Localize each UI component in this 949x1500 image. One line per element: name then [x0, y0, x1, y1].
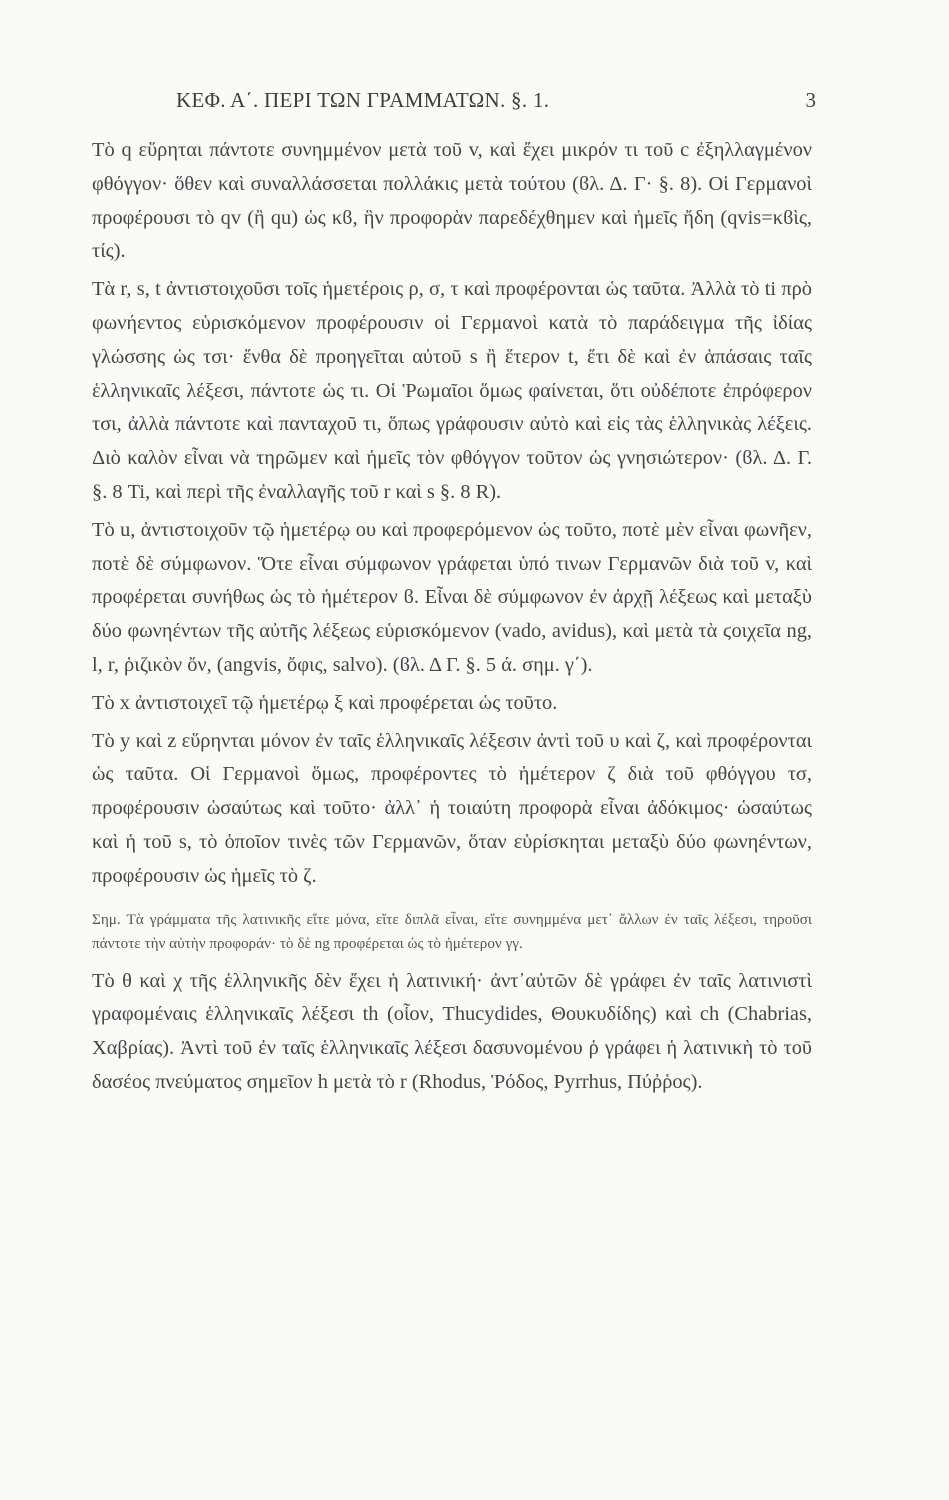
chapter-title: ΚΕΦ. Α΄. ΠΕΡΙ ΤΩΝ ΓΡΑΜΜΑΤΩΝ. §. 1.	[176, 88, 550, 112]
page-number: 3	[805, 88, 816, 112]
paragraph-u: Τὸ u, ἀντιστοιχοῦν τῷ ἡμετέρῳ ου καὶ προφερόμενον ὡς τοῦτο, ποτὲ μὲν εἶναι φωνῆεν, ποτὲ δὲ σύμφωνον. Ὅτε εἶναι σύμφωνον γράφεται ὑπό τινων Γερμανῶν διὰ τοῦ v, καὶ προφέρεται συνήθως ὡς τὸ ἡμέτερον ϐ. Εἶναι δὲ σύμφωνον ἐν ἀρχῇ λέξεως καὶ μεταξὺ δύο φωνηέντων τῆς αὐτῆς λέξεως εὑρισκόμενον (vado, avidus), καὶ μετὰ τὰ ϛοιχεῖα ng, l, r, ῥιζικὸν ὄν, (angvis, ὄφις, salvo). (ϐλ. Δ Γ. §. 5 ά. σημ. γ΄).	[92, 518, 812, 676]
running-header	[176, 88, 816, 118]
paragraph-y-z: Τὸ y καὶ z εὕρηνται μόνον ἐν ταῖς ἑλληνικαῖς λέξεσιν ἀντὶ τοῦ υ καὶ ζ, καὶ προφέρονται ὡς ταῦτα. Οἱ Γερμανοὶ ὅμως, προφέροντες τὸ ἡμέτερον ζ διὰ τοῦ φθόγγου τσ, προφέρουσιν ὡσαύτως καὶ τοῦτο· ἀλλ᾽ ἡ τοιαύτη προφορὰ εἶναι ἀδόκιμος· ὡσαύτως καὶ ἡ τοῦ s, τὸ ὁποῖον τινὲς τῶν Γερμανῶν, ὅταν εὑρίσκηται μεταξὺ δύο φωνηέντων, προφέρουσιν ὡς ἡμεῖς τὸ ζ.	[92, 729, 812, 887]
footnote: Σημ. Τὰ γράμματα τῆς λατινικῆς εἴτε μόνα, εἴτε διπλᾶ εἶναι, εἴτε συνημμένα μετ᾽ ἄλλων ἐν ταῖς λέξεσι, τηροῦσι πάντοτε τὴν αὐτὴν προφοράν· τὸ δὲ ng προφέρεται ὡς τὸ ἡμέτερον γγ.	[92, 910, 812, 953]
paragraph-theta-chi: Τὸ θ καὶ χ τῆς ἑλληνικῆς δὲν ἔχει ἡ λατινική· ἀντ᾽αὐτῶν δὲ γράφει ἐν ταῖς λατινιστὶ γραφομέναις ἑλληνικαῖς λέξεσι th (οἷον, Thucydides, Θουκυδίδης) καὶ ch (Chabrias, Χαβρίας). Ἀντὶ τοῦ ἐν ταῖς ἑλληνικαῖς λέξεσι δασυνομένου ῥ γράφει ἡ λατινικὴ τὸ τοῦ δασέος πνεύματος σημεῖον h μετὰ τὸ r (Rhodus, Ῥόδος, Pyrrhus, Πύῤῥος).	[92, 969, 812, 1093]
paragraph-x: Τὸ x ἀντιστοιχεῖ τῷ ἡμετέρῳ ξ καὶ προφέρεται ὡς τοῦτο.	[92, 691, 558, 714]
paragraph-r-s-t: Τὰ r, s, t ἀντιστοιχοῦσι τοῖς ἡμετέροις ρ, σ, τ καὶ προφέρονται ὡς ταῦτα. Ἀλλὰ τὸ ti πρὸ φωνήεντος εὑρισκόμενον προφέρουσιν οἱ Γερμανοὶ κατὰ τὸ παράδειγμα τῆς ἰδίας γλώσσης ὡς τσι· ἔνθα δὲ προηγεῖται αὐτοῦ s ἢ ἕτερον t, ἔτι δὲ καὶ ἐν ἁπάσαις ταῖς ἑλληνικαῖς λέξεσι, πάντοτε ὡς τι. Οἱ Ῥωμαῖοι ὅμως φαίνεται, ὅτι οὐδέποτε ἐπρόφερον τσι, ἀλλὰ πάντοτε καὶ πανταχοῦ τι, ὅπως γράφουσιν αὐτὸ καὶ εἰς τὰς ἑλληνικὰς λέξεις. Διὸ καλὸν εἶναι νὰ τηρῶμεν καὶ ἡμεῖς τὸν φθόγγον τοῦτον ὡς γνησιώτερον· (ϐλ. Δ. Γ. §. 8 Ti, καὶ περὶ τῆς ἐναλλαγῆς τοῦ r καὶ s §. 8 R).	[92, 278, 812, 503]
page-body	[92, 134, 812, 1100]
paragraph-q: Τὸ q εὕρηται πάντοτε συνημμένον μετὰ τοῦ v, καὶ ἔχει μικρόν τι τοῦ c ἐξηλλαγμένον φθόγγον· ὅθεν καὶ συναλλάσσεται πολλάκις μετὰ τούτου (ϐλ. Δ. Γ· §. 8). Οἱ Γερμανοὶ προφέρουσι τὸ qv (ἢ qu) ὡς κϐ, ἣν προφορὰν παρεδέχθημεν καὶ ἡμεῖς ἤδη (qvis=κϐὶς, τίς).	[92, 139, 812, 263]
